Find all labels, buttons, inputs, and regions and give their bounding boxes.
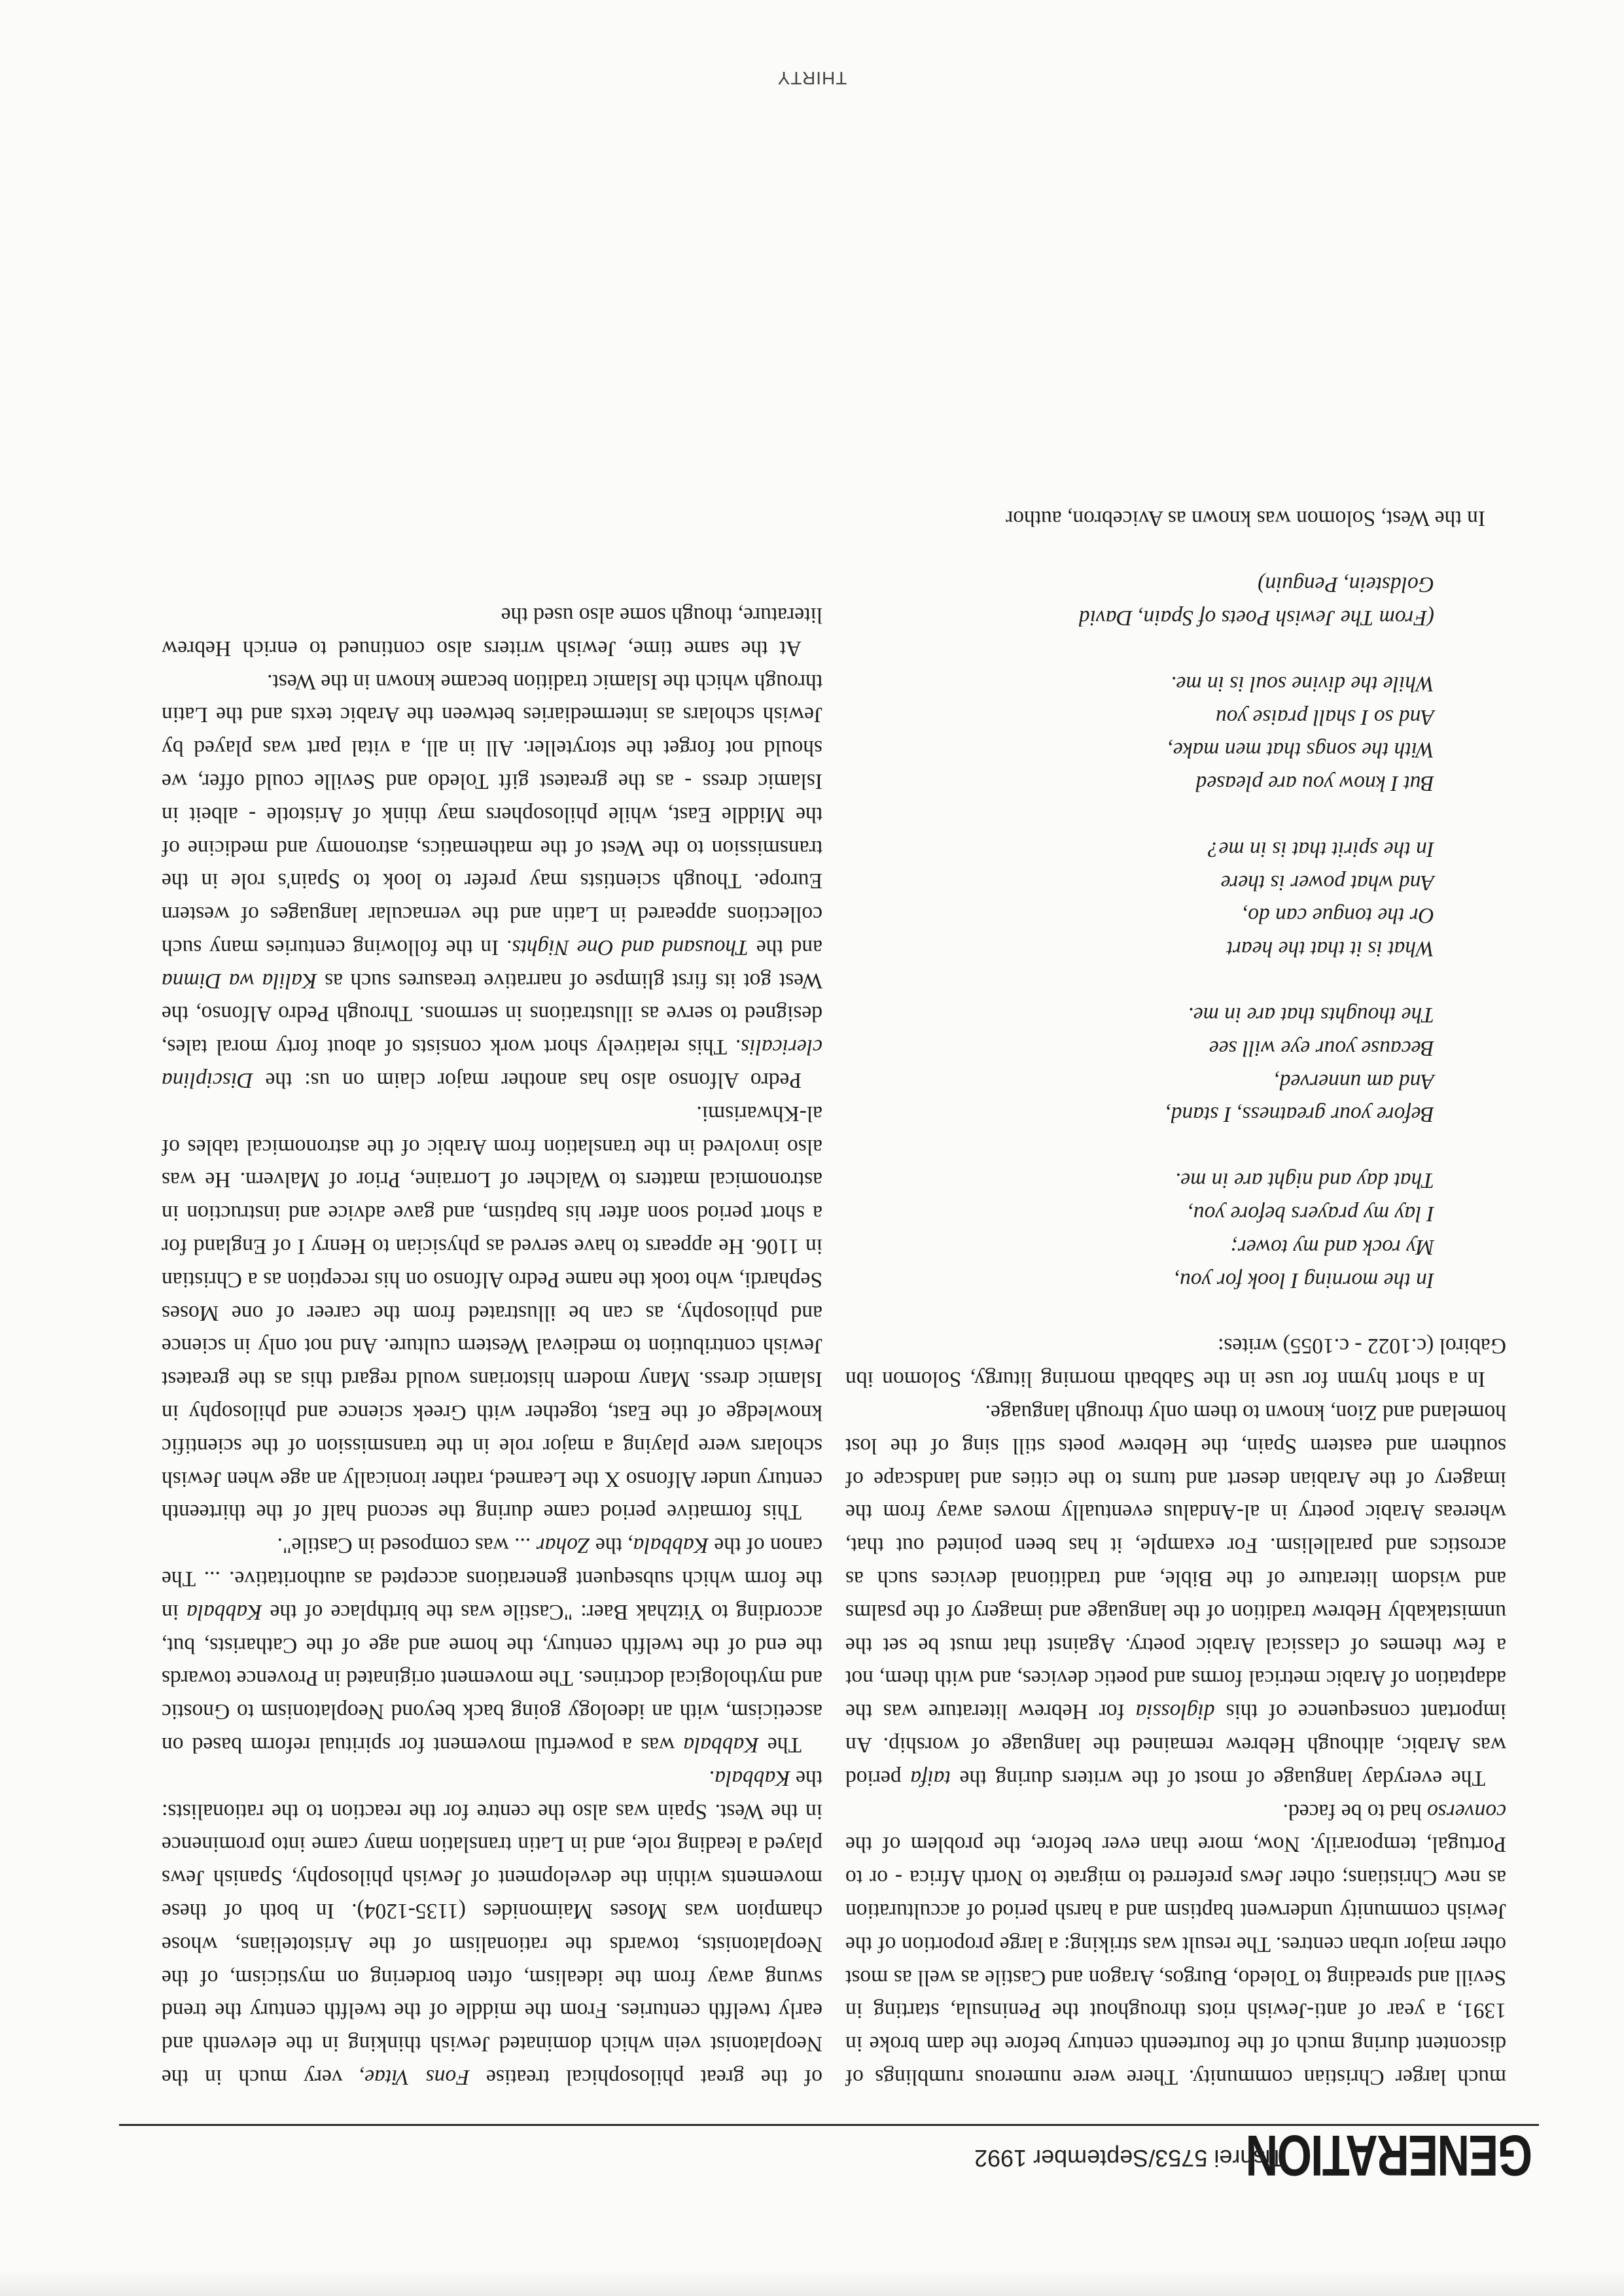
poem-line: What is it that the heart	[1226, 937, 1434, 962]
poem-line: In the morning I look for you,	[1174, 1268, 1434, 1293]
left-column	[845, 502, 1506, 2093]
poem-line: My rock and my tower;	[1230, 1234, 1434, 1259]
paragraph: much larger Christian community. There were numerous rumblings of discontent during much of the fourteenth century before the dam broke in 1391, a year of anti-Jewish riots throughout the Peninsula, starting in Sevill and spreading to Toledo, Burgos, Aragon and Castile as well as most other major urban centres. The result was striking: a large proportion of the Jewish community underwent baptism and a harsh period of acculturation as new Christians; other Jews preferred to migrate to North Africa - or to Portugal, temporarily. Now, more than ever before, the problem of the converso had to be faced.	[845, 1799, 1506, 2089]
paragraph: At the same time, Jewish writers also continued to enrich Hebrew literature, though some also used the	[162, 602, 822, 661]
page-number: THIRTY	[777, 68, 847, 88]
page-header	[119, 2123, 1539, 2188]
poem-line: In the spirit that is in me?	[1207, 837, 1434, 861]
poem-credit	[845, 567, 1434, 634]
paragraph: In a short hymn for use in the Sabbath morning liturgy, Solomon ibn Gabirol (c.1022 - c.1055) writes:	[845, 1334, 1506, 1392]
poem-line: And so I shall praise you	[1215, 704, 1434, 729]
poem-line: Because your eye will see	[1209, 1035, 1434, 1060]
poem-line: While the divine soul is in me.	[1171, 671, 1434, 696]
poem-line: But I know you are pleased	[1195, 771, 1434, 796]
poem-line: Or the tongue can do,	[1242, 903, 1434, 928]
poem-line: With the songs that men make,	[1167, 738, 1434, 763]
masthead-title: GENERATION	[1246, 2123, 1532, 2188]
right-column	[162, 598, 822, 2093]
poem-line: I lay my prayers before you,	[1188, 1202, 1434, 1226]
poem-stanza	[845, 998, 1434, 1130]
poem-line: The thoughts that are in me.	[1188, 1003, 1434, 1028]
poem-credit-line: (From The Jewish Poets of Spain, David	[1078, 605, 1434, 630]
paragraph: In the West, Solomon was known as Avicebron, author	[1006, 506, 1485, 531]
paragraph: of the great philosophical treatise Fons Vitae, very much in the Neoplatonist vein which dominated Jewish thinking in the eleventh and early twelfth centuries. From the middle of the twelfth century the trend swung away from the idealism, often bordering on mysticism, of the Neoplatonists, towards the rationalism of the Aristotelians, whose champion was Moses Maimonides (1135-1204). In both of these movements within the development of Jewish philosophy, Spanish Jews played a leading role, and in Latin translation many came into prominence in the West. Spain was also the centre for the reaction to the rationalists: the Kabbala.	[161, 1765, 822, 2089]
poem-stanza	[845, 1163, 1434, 1296]
poem	[845, 667, 1434, 1296]
poem-stanza	[845, 667, 1434, 799]
paragraph: The everyday language of most of the writers during the taifa period was Arabic, although Hebrew remained the language of worship. An important consequence of this diglossia for Hebrew literature was the adaptation of Arabic metrical forms and poetic devices, and with them, not a few themes of classical Arabic poetry. Against that must be set the unmistakably Hebrew tradition of the language and imagery of the psalms and wisdom literature of the Bible, and traditional devices such as acrostics and parallelism. For example, it has been pointed out that, whereas Arabic poetry in al-Andalus eventually moves away from the imagery of the Arabian desert and turns to the cities and landscape of southern and eastern Spain, the Hebrew poets still sing of the lost homeland and Zion, known to them only through language.	[845, 1400, 1506, 1790]
poem-line: That day and night are in me.	[1174, 1168, 1434, 1193]
issue-date: Tishrei 5753/September 1992	[974, 2145, 1284, 2172]
poem-line: And am unnerved,	[1274, 1069, 1434, 1094]
poem-credit-line: Goldstein, Penguin)	[1258, 572, 1434, 597]
scan-edge-shadow	[0, 2270, 1624, 2296]
poem-line: Before your greatness, I stand,	[1165, 1102, 1434, 1127]
paragraph: Pedro Alfonso also has another major claim on us: the Disciplina clericalis. This relatively short work consists of about forty moral tales, designed to serve as illustrations in sermons. Through Pedro Alfonso, the West got its first glimpse of narrative treasures such as Kalila wa Dimna and the Thousand and One Nights. In the following centuries many such collections appeared in Latin and the vernacular languages of western Europe. Though scientists may prefer to look to Spain's role in the transmission to the West of the mathematics, astronomy and medicine of the Middle East, while philosophers may think of Aristotle - albeit in Islamic dress - as the greatest gift Toledo and Seville could offer, we should not forget the storyteller. All in all, a vital part was played by Jewish scholars as intermediaries between the Arabic texts and the Latin through which the Islamic tradition became known in the West.	[161, 669, 822, 1093]
paragraph: The Kabbala was a powerful movement for spiritual reform based on asceticism, with an ideology going back beyond Neoplatonism to Gnostic and mythological doctrines. The movement originated in Provence towards the end of the twelfth century, the home and age of the Catharists, but, according to Yitzhak Baer: "Castile was the birthplace of the Kabbala in the form which subsequent generations accepted as authoritative. ... The canon of the Kabbala, the Zohar ... was composed in Castile".	[162, 1533, 822, 1758]
poem-stanza	[845, 832, 1434, 965]
poem-line: And what power is there	[1220, 870, 1434, 895]
paragraph: This formative period came during the second half of the thirteenth century under Alfonso X the Learned, rather ironically an age when Jewish scholars were playing a major role in the transmission of the scientific knowledge of the East, together with Greek science and philosophy in Islamic dress. Many modern historians would regard this as the greatest Jewish contribution to medieval Western culture. And not only in science and philosophy, as can be illustrated from the career of one Moses Sephardi, who took the name Pedro Alfonso on his reception as a Christian in 1106. He appears to have served as physician to Henry I of England for a short period soon after his baptism, and gave advice and instruction in astronomical matters to Walcher of Lorraine, Prior of Malvern. He was also involved in the translation from Arabic of the astronomical tables of al-Khwarismi.	[162, 1101, 822, 1525]
